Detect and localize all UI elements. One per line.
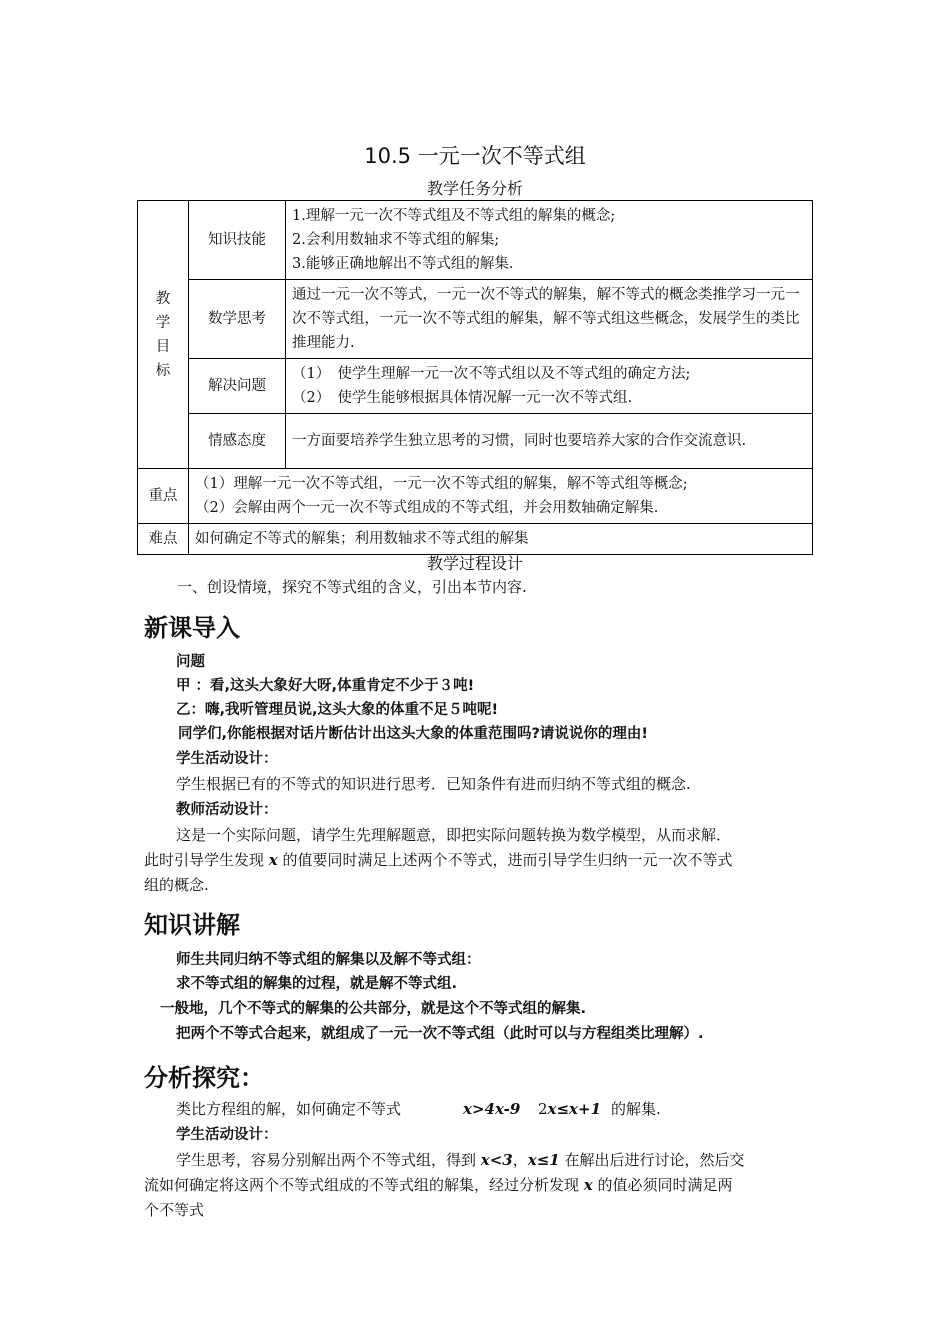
problem-solving-label: 解决问题 (189, 359, 286, 414)
difficulty-label: 难点 (138, 524, 189, 555)
teacher-activity-line2: 此时引导学生发现 x 的值要同时满足上述两个不等式，进而引导学生归纳一元一次不等式 (144, 851, 733, 869)
difficulty-content: 如何确定不等式的解集；利用数轴求不等式组的解集 (189, 524, 813, 555)
intro-line: 一、创设情境，探究不等式组的含义，引出本节内容. (177, 578, 527, 596)
knowledge-heading: 知识讲解 (144, 911, 240, 939)
analysis-line1-tail: 的解集. (611, 1100, 661, 1118)
analysis-para-line2: 流如何确定将这两个不等式组成的不等式组的解集，经过分析发现 x 的值必须同时满足两 (144, 1176, 733, 1194)
student-activity-text: 学生根据已有的不等式的知识进行思考．已知条件有进而归纳不等式组的概念. (176, 775, 691, 793)
math-thinking-content: 通过一元一次不等式，一元一次不等式的解集，解不等式的概念类推学习一元一次不等式组，一元一次不等式组的解集，解不等式组这些概念，发展学生的类比推理能力. (286, 280, 813, 359)
knowledge-label: 知识技能 (189, 201, 286, 280)
teacher-activity-line1: 这是一个实际问题，请学生先理解题意，即把实际问题转换为数学模型，从而求解． (176, 826, 732, 844)
knowledge-line3: 一般地，几个不等式的解集的公共部分，就是这个不等式组的解集. (160, 1001, 587, 1017)
question-label: 问题 (176, 654, 205, 670)
new-lesson-heading: 新课导入 (144, 614, 240, 642)
analysis-student-label: 学生活动设计： (176, 1127, 278, 1143)
analysis-para-line1: 学生思考，容易分别解出两个不等式组，得到 x<3，x≤1 在解出后进行讨论，然后交 (176, 1151, 745, 1169)
analysis-para-line3: 个不等式 (144, 1201, 205, 1219)
problem-solving-content: （1） 使学生理解一元一次不等式组以及不等式组的确定方法; （2） 使学生能够根据具体情况解一元一次不等式组. (286, 359, 813, 414)
knowledge-line4: 把两个不等式合起来，就组成了一元一次不等式组（此时可以与方程组类比理解）. (176, 1026, 704, 1042)
teaching-goals-table (137, 200, 813, 555)
attitude-content: 一方面要培养学生独立思考的习惯，同时也要培养大家的合作交流意识. (286, 414, 813, 469)
inequality-2: 2x≤x+1 (538, 1100, 602, 1118)
solution-1: x<3 (480, 1151, 513, 1169)
inequality-1: x>4x-9 (463, 1100, 521, 1118)
solution-2: x≤1 (527, 1151, 560, 1169)
section-title-process-design: 教学过程设计 (426, 554, 523, 573)
dialogue-jia: 甲 ：看,这头大象好大呀,体重肯定不少于３吨! (176, 678, 475, 694)
attitude-label: 情感态度 (189, 414, 286, 469)
page-title: 10.5 一元一次不等式组 (364, 144, 586, 168)
teacher-activity-line3: 组的概念. (144, 876, 209, 894)
analysis-line1: 类比方程组的解，如何确定不等式 (176, 1100, 402, 1118)
student-activity-label: 学生活动设计： (176, 751, 278, 767)
question-ask: 同学们,你能根据对话片断估计出这头大象的体重范围吗?请说说你的理由! (178, 726, 649, 742)
key-points-content: （1）理解一元一次不等式组，一元一次不等式组的解集，解不等式组等概念; （2）会解由两个一元一次不等式组成的不等式组，并会用数轴确定解集. (189, 469, 813, 524)
section-title-task-analysis: 教学任务分析 (426, 179, 523, 198)
dialogue-yi: 乙：嗨,我听管理员说,这头大象的体重不足５吨呢! (176, 702, 499, 718)
teacher-activity-label: 教师活动设计： (176, 802, 278, 818)
math-thinking-label: 数学思考 (189, 280, 286, 359)
goal-label-cell: 教 学 目 标 (138, 201, 189, 469)
knowledge-line2: 求不等式组的解集的过程，就是解不等式组. (176, 976, 458, 992)
analysis-heading: 分析探究： (144, 1064, 264, 1092)
knowledge-line1: 师生共同归纳不等式组的解集以及解不等式组： (176, 952, 481, 968)
knowledge-content: 1.理解一元一次不等式组及不等式组的解集的概念; 2.会利用数轴求不等式组的解集; 3.能够正确地解出不等式组的解集. (286, 201, 813, 280)
key-points-label: 重点 (138, 469, 189, 524)
variable-x: x (268, 851, 278, 869)
